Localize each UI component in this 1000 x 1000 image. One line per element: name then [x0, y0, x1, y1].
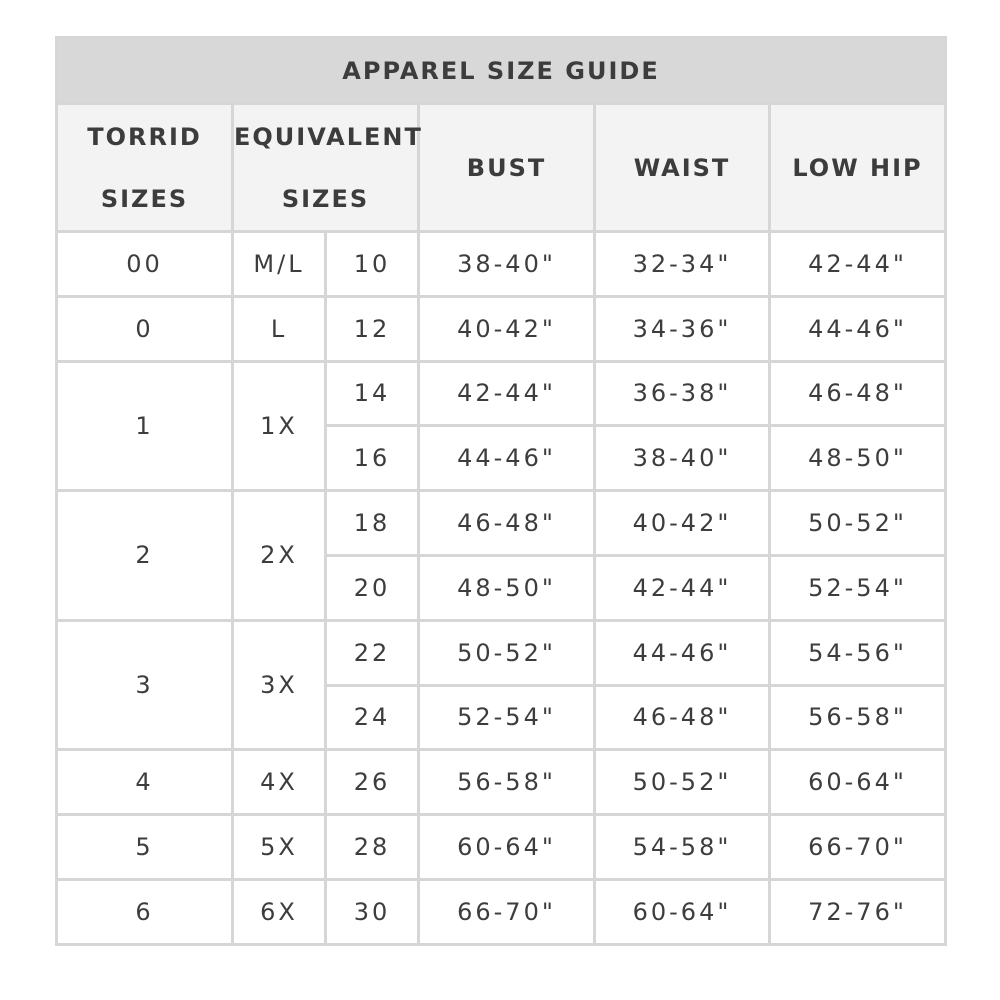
table-row: [57, 879, 946, 944]
bust-cell: 56-58": [419, 750, 595, 815]
numeric-size-cell: 12: [326, 296, 419, 361]
numeric-size-cell: 18: [326, 491, 419, 556]
low-hip-cell: 42-44": [770, 232, 946, 297]
header-equivalent-sizes: [233, 104, 423, 232]
header-torrid-sizes-line1: TORRID: [87, 122, 202, 151]
header-torrid-sizes: [57, 104, 233, 232]
header-waist: WAIST: [595, 104, 770, 232]
header-row: [57, 104, 946, 232]
waist-cell: 60-64": [595, 879, 770, 944]
table-row: [57, 361, 946, 426]
header-bust: BUST: [419, 104, 595, 232]
torrid-size-cell: 4: [57, 750, 233, 815]
table-title: APPAREL SIZE GUIDE: [57, 38, 946, 104]
header-torrid-sizes-line2: SIZES: [100, 184, 189, 213]
low-hip-cell: 50-52": [770, 491, 946, 556]
bust-cell: 52-54": [419, 685, 595, 750]
table-row: [57, 620, 946, 685]
low-hip-cell: 72-76": [770, 879, 946, 944]
numeric-size-cell: 26: [326, 750, 419, 815]
waist-cell: 36-38": [595, 361, 770, 426]
low-hip-cell: 44-46": [770, 296, 946, 361]
table-row: [57, 232, 946, 297]
table-row: [57, 815, 946, 880]
title-row: [57, 38, 946, 104]
header-equivalent-sizes-line1: EQUIVALENT: [234, 122, 423, 151]
bust-cell: 46-48": [419, 491, 595, 556]
letter-size-cell: 6X: [233, 879, 326, 944]
bust-cell: 40-42": [419, 296, 595, 361]
low-hip-cell: 46-48": [770, 361, 946, 426]
letter-size-cell: 2X: [233, 491, 326, 621]
bust-cell: 60-64": [419, 815, 595, 880]
waist-cell: 50-52": [595, 750, 770, 815]
numeric-size-cell: 24: [326, 685, 419, 750]
header-low-hip: LOW HIP: [770, 104, 946, 232]
header-equivalent-sizes-line2: SIZES: [281, 184, 370, 213]
numeric-size-cell: 16: [326, 426, 419, 491]
table-row: [57, 491, 946, 556]
torrid-size-cell: 3: [57, 620, 233, 750]
size-guide-table: [55, 36, 947, 946]
numeric-size-cell: 10: [326, 232, 419, 297]
numeric-size-cell: 20: [326, 555, 419, 620]
torrid-size-cell: 5: [57, 815, 233, 880]
bust-cell: 38-40": [419, 232, 595, 297]
torrid-size-cell: 2: [57, 491, 233, 621]
torrid-size-cell: 6: [57, 879, 233, 944]
torrid-size-cell: 1: [57, 361, 233, 491]
waist-cell: 44-46": [595, 620, 770, 685]
low-hip-cell: 56-58": [770, 685, 946, 750]
torrid-size-cell: 0: [57, 296, 233, 361]
bust-cell: 50-52": [419, 620, 595, 685]
letter-size-cell: 1X: [233, 361, 326, 491]
numeric-size-cell: 28: [326, 815, 419, 880]
waist-cell: 46-48": [595, 685, 770, 750]
size-table-body: [57, 232, 946, 945]
waist-cell: 38-40": [595, 426, 770, 491]
bust-cell: 42-44": [419, 361, 595, 426]
letter-size-cell: L: [233, 296, 326, 361]
bust-cell: 48-50": [419, 555, 595, 620]
bust-cell: 44-46": [419, 426, 595, 491]
letter-size-cell: 4X: [233, 750, 326, 815]
low-hip-cell: 48-50": [770, 426, 946, 491]
table-row: [57, 296, 946, 361]
waist-cell: 34-36": [595, 296, 770, 361]
letter-size-cell: M/L: [233, 232, 326, 297]
numeric-size-cell: 30: [326, 879, 419, 944]
torrid-size-cell: 00: [57, 232, 233, 297]
low-hip-cell: 60-64": [770, 750, 946, 815]
low-hip-cell: 54-56": [770, 620, 946, 685]
low-hip-cell: 52-54": [770, 555, 946, 620]
bust-cell: 66-70": [419, 879, 595, 944]
waist-cell: 54-58": [595, 815, 770, 880]
numeric-size-cell: 14: [326, 361, 419, 426]
waist-cell: 42-44": [595, 555, 770, 620]
numeric-size-cell: 22: [326, 620, 419, 685]
waist-cell: 32-34": [595, 232, 770, 297]
letter-size-cell: 3X: [233, 620, 326, 750]
low-hip-cell: 66-70": [770, 815, 946, 880]
waist-cell: 40-42": [595, 491, 770, 556]
table-row: [57, 750, 946, 815]
letter-size-cell: 5X: [233, 815, 326, 880]
